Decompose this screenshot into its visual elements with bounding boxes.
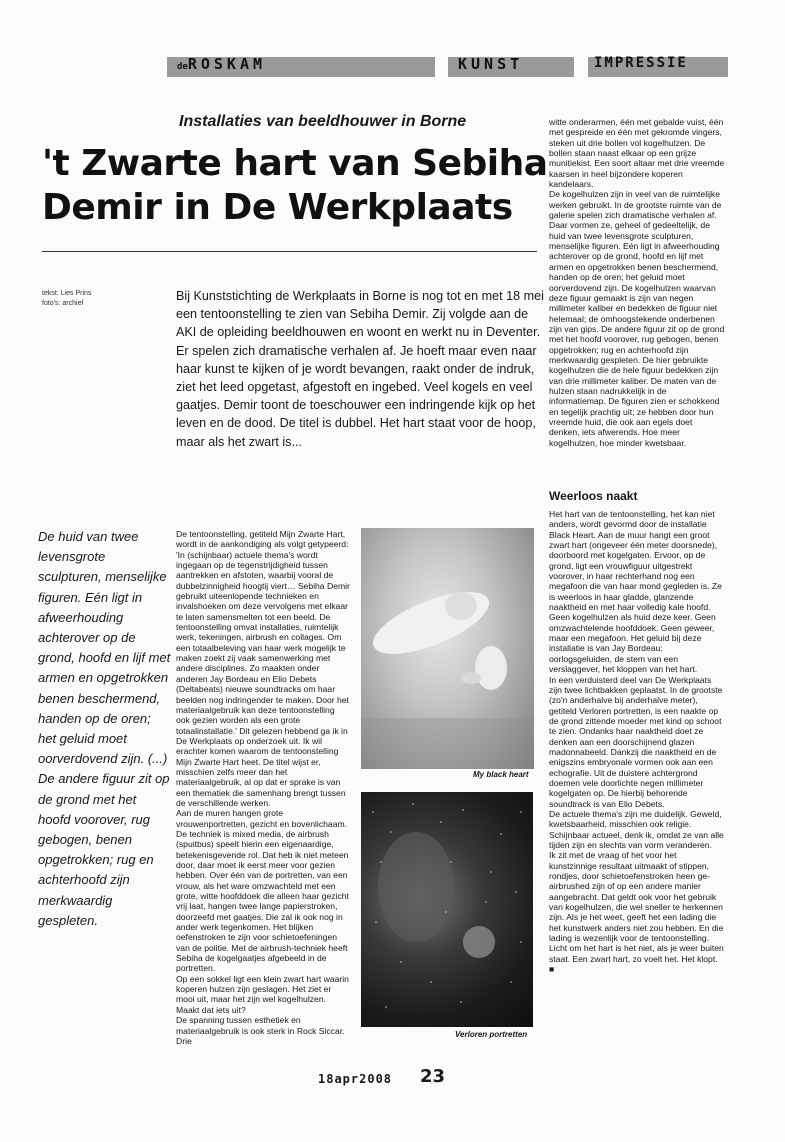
- article-title-line-1: 't Zwarte hart van Sebiha: [42, 143, 548, 184]
- header-kunst: KUNST: [458, 55, 524, 73]
- column-middle: [176, 529, 350, 1046]
- paragraph: witte onderarmen, één met gebalde vuist, één met gespreide en één met gekromde vingers, steken uit drie bollen vol kogelhulzen. De bollen staan naast elkaar op een grijze munitiekist. Een soort altaar met drie vreemde kaarsen in heel bijzondere koperen kandelaars.: [549, 117, 725, 190]
- paragraph: De actuele thema's zijn me duidelijk. Geweld, kwetsbaarheid, misschien ook religie. Schijnbaar actueel, denk ik, omdat ze van alle tijden zijn en slechts van vorm veranderen.: [549, 808, 724, 850]
- caption-verloren-portretten: Verloren portretten: [455, 1030, 528, 1039]
- caption-my-black-heart: My black heart: [473, 770, 529, 779]
- credit-block: [42, 289, 91, 309]
- photo-verloren-portretten: [361, 792, 533, 1027]
- header-roskam: deROSKAM: [177, 55, 267, 73]
- title-rule: [42, 251, 537, 252]
- paragraph: Aan de muren hangen grote vrouwenportretten, gezicht en bovenlichaam. De techniek is mixed media, de airbrush (spuitbus) speelt hierin een eigenaardige, betekenisgevende rol. Dat heb ik niet meteen door, daar moet ik eerst meer voor gezien hebben. Over één van de portretten, van een vrouw, als het ware omzwachteld met een grote, witte hoofddoek die alleen haar gezicht vrij laat, hangen twee lange papierstroken, doorzeefd met gaatjes. Die zal ik ook nog in ander werk tegenkomen. Het blijken oefenstroken te zijn voor schietoefeningen van de politie. Met de airbrush-techniek heeft Sebiha de kogelgaatjes afgebeeld in de portretten.: [176, 808, 349, 974]
- subhead-weerloos-naakt: Weerloos naakt: [549, 489, 638, 503]
- paragraph: De spanning tussen esthetiek en materiaalgebruik is ook sterk in Rock Siccar. Drie: [176, 1015, 345, 1046]
- article-title-line-2: Demir in De Werkplaats: [42, 187, 513, 228]
- article-intro: Bij Kunststichting de Werkplaats in Borne is nog tot en met 18 mei een tentoonstelling te zien van Sebiha Demir. Zij volgde aan de AKI de opleiding beeldhouwen en woont en werkt nu in Deventer. Er spelen zich dramatische verhalen af. Je hoeft maar even naar haar kunst te kijken of je wordt bevangen, raakt onder de indruk, ziet het leed opgetast, afgestoft en ingebed. Veel kogels en veel gaatjes. Demir toont de toeschouwer een indringende kijk op het leven en de dood. De titel is dubbel. Het hart staat voor de hoop, maar als het zwart is...: [176, 289, 544, 449]
- footer-date: 18apr2008: [318, 1072, 393, 1086]
- paragraph: Licht om het hart is het niet, als je weer buiten staat. Een zwart hart, zo voelt het. Het klopt.: [549, 943, 724, 964]
- photo-my-black-heart-illustration: [361, 528, 534, 769]
- paragraph: De kogelhulzen zijn in veel van de ruimtelijke werken gebruikt. In de grootste ruimte van de galerie spelen zich dramatische verhalen af. Daar vormen ze, geheel of gedeeltelijk, de huid van twee levensgrote sculpturen, menselijke figuren. Eén ligt in afweerhouding achterover op de grond, hoofd en lijf met armen en opgetrokken benen beschermend, handen op de oren; het geluid moet oorverdovend zijn. De kogelhulzen waarvan deze figuur gemaakt is zijn van negen millimeter kaliber en bedekken de figuur niet helemaal; de omhoogstekende onderbenen zijn van gips. De andere figuur zit op de grond met het hoofd voorover, rug gebogen, benen opgetrokken; rug en achterhoofd zijn merkwaardig gespleten. De hier gebruikte kogelhulzen die de hele figuur bedekken zijn van drie millimeter kaliber. De maten van de hulzen staan nadrukkelijk in de informatiemap. De figuren zien er schokkend en tegelijk prachtig uit; ze hebben door hun vreemde huid, die ook aan egels doet denken, iets afwerends. Hoe meer kogelhulzen, hoe minder kwetsbaar.: [549, 189, 725, 448]
- paragraph: Op een sokkel ligt een klein zwart hart waarin koperen hulzen zijn geslagen. Het ziet er mooi uit, maar het zijn wel kogelhulzen. Maakt dat iets uit?: [176, 973, 349, 1015]
- paragraph: In een verduisterd deel van De Werkplaats zijn twee lichtbakken geplaatst. In de grootste (zo'n anderhalve bij anderhalve meter), getiteld Verloren portretten, is een naakte op de grond zittende moeder met kind op schoot te zien. Ondanks haar naaktheid doet ze denken aan een doorschijnend glazen madonnabeeld. Dankzij die naaktheid en de enigszins embryonale vormen ook aan een echografie. Uit de duistere achtergrond doemen vele doorlichte negen millimeter kogelgaten op. De hierbij behorende soundtrack is van Elio Debets.: [549, 674, 723, 809]
- credit-photos: foto's: archief: [42, 300, 84, 307]
- photo-my-black-heart: [361, 528, 534, 769]
- end-mark: ■: [549, 964, 555, 975]
- pull-quote: De huid van twee levensgrote sculpturen, menselijke figuren. Eén ligt in afweerhouding achterover op de grond, hoofd en lijf met armen en opgetrokken benen beschermend, handen op de oren; het geluid moet oorverdovend zijn. (...) De andere figuur zit op de grond met het hoofd voorover, rug gebogen, benen opgetrokken; rug en achterhoofd zijn merkwaardig gespleten.: [38, 529, 171, 928]
- column-right-top: [549, 117, 725, 448]
- paragraph: Het hart van de tentoonstelling, het kan niet anders, wordt gevormd door de installatie Black Heart. Aan de muur hangt een groot zwart hart (ongeveer één meter doorsnede), doorboord met kogelgaten. Ervoor, op de grond, ligt een vrouwfiguur uitgestrekt voorover, in haar rechterhand nog een megafoon die van haar mond gegleden is. Ze is weerloos in haar gladde, glanzende naaktheid en met haar volledig kale hoofd. Geen kogelhulzen als huid deze keer. Geen omzwachtelende hoofddoek. Geen geweer, maar een megafoon. Het geluid bij deze installatie is van Jay Bordeau: oorlogsgeluiden, de stem van een verslaggever, het kloppen van het hart.: [549, 509, 722, 675]
- paragraph: De tentoonstelling, getiteld Mijn Zwarte Hart, wordt in de aankondiging als volgt getypeerd: 'In (schijnbaar) actuele thema's wordt ingegaan op de tegenstrijdigheid tussen aantrekken en afstoten, waarbij vooral de dubbelzinnigheid hoogtij viert… Sebiha Demir gebruikt uiteenlopende technieken en invalshoeken om deze vervolgens met elkaar te laten samensmelten tot een beeld. De tentoonstelling omvat installaties, ruimtelijk werk, tekeningen, airbrush en collages. Om een totaalbeleving van haar werk mogelijk te maken zoekt zij vaak samenwerking met andere disciplines. Zo maakten onder anderen Jay Bordeau en Elio Debets (Deltabeats) nieuwe soundtracks om haar beelden nog indringender te maken. Door het materiaalgebruik kan deze tentoonstelling ook gezien worden als een grote totaalinstallatie.' Dit gelezen hebbend ga ik in De Werkplaats op onderzoek uit. Ik wil erachter komen waarom de tentoonstelling Mijn Zwarte Hart heet. De titel wijst er, misschien zelfs meer dan het materiaalgebruik, al op dat er sprake is van een thematiek die samenhang brengt tussen de verschillende werken.: [176, 529, 350, 808]
- page-number: 23: [420, 1066, 446, 1087]
- paragraph: Ik zit met de vraag of het voor het kunstzinnige resultaat uitmaakt of stippen, rondjes, door schietoefenstroken heen ge-airbrushed zijn of op een andere manier aangebracht. Dat geldt ook voor het gebruik van kogelhulzen, die wel sneller te herkennen zijn. Als je het weet, geeft het een lading die het kunstwerk anders niet zou hebben. En die lading is wezenlijk voor de tentoonstelling.: [549, 850, 724, 944]
- column-right-bottom: [549, 509, 725, 974]
- credit-text: tekst: Lies Prins: [42, 290, 92, 297]
- article-kicker: Installaties van beeldhouwer in Borne: [179, 113, 467, 130]
- header-impressie: IMPRESSIE: [594, 55, 688, 71]
- photo-verloren-portretten-illustration: [361, 792, 533, 1027]
